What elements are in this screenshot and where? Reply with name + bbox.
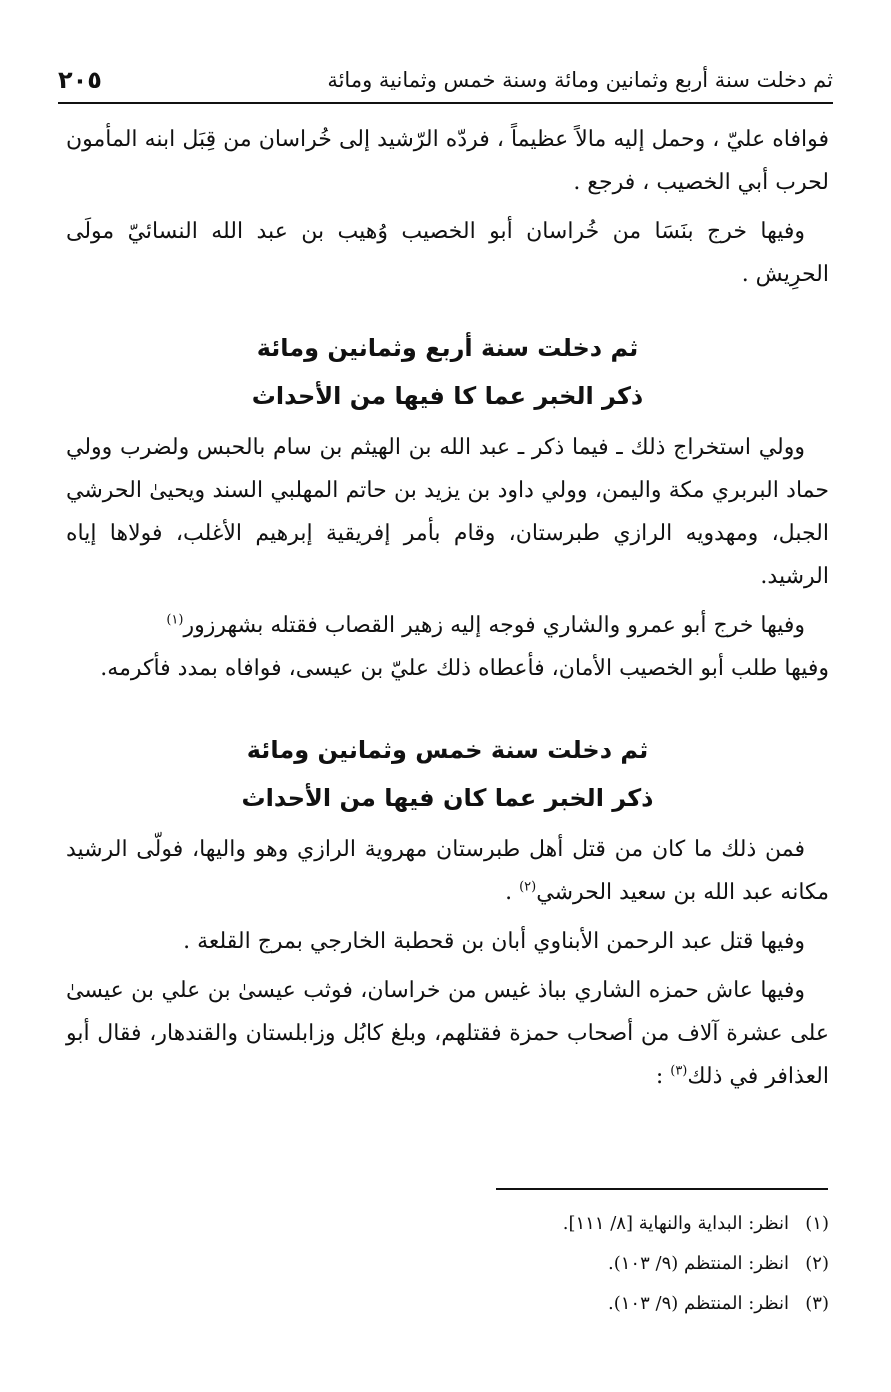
paragraph: فوافاه عليّ ، وحمل إليه مالاً عظيماً ، فردّه الرّشيد إلى خُراسان من قِبَل ابنه المأمون لحرب أبي الخصيب ، فرجع . <box>66 127 829 195</box>
section-title: ثم دخلت سنة أربع وثمانين ومائة <box>256 334 639 362</box>
paragraph <box>66 828 829 914</box>
section-heading-185 <box>66 726 829 822</box>
footnote-ref: (٣) <box>670 1063 688 1079</box>
page-number: ٢٠٥ <box>58 66 102 94</box>
paragraph: وفيها خرج بنَسَا من خُراسان أبو الخصيب وُهيب بن عبد الله النسائيّ مولَى الحرِيش . <box>66 219 829 287</box>
footnote-ref: (٢) <box>519 879 537 895</box>
paragraph: وفيها قتل عبد الرحمن الأبناوي أبان بن قحطبة الخارجي بمرج القلعة . <box>183 929 805 954</box>
main-text <box>66 118 829 1098</box>
footnote-ref: (١) <box>166 612 184 628</box>
running-title: ثم دخلت سنة أربع وثمانين ومائة وسنة خمس وثمانية ومائة <box>327 68 833 92</box>
paragraph-end: : <box>655 1064 671 1089</box>
footnote-text: انظر: البداية والنهاية [٨/ ١١١]. <box>562 1213 789 1234</box>
footnote <box>409 1284 829 1324</box>
paragraph: وفيها طلب أبو الخصيب الأمان، فأعطاه ذلك عليّ بن عيسى، فوافاه بمدد فأكرمه. <box>100 656 829 681</box>
paragraph <box>66 969 829 1098</box>
running-header <box>58 62 833 98</box>
section-heading-184 <box>66 324 829 420</box>
footnotes <box>409 1204 829 1324</box>
paragraph <box>66 604 829 647</box>
footnote-mark: (٣) <box>805 1293 829 1314</box>
paragraph: وولي استخراج ذلك ـ فيما ذكر ـ عبد الله بن الهيثم بن سام بالحبس ولضرب وولي حماد البربري مكة واليمن، وولي داود بن يزيد بن حاتم المهلبي السند ويحيىٰ الحرشي الجبل، ومهدويه الرازي طبرستان، وقام بأمر إفريقية إبرهيم الأغلب، فولاها إياه الرشيد. <box>66 435 829 589</box>
paragraph-end: . <box>505 880 520 905</box>
footnote <box>409 1204 829 1244</box>
footnote-mark: (١) <box>805 1213 829 1234</box>
header-rule <box>58 102 833 104</box>
footnote <box>409 1244 829 1284</box>
footnote-text: انظر: المنتظم (٩/ ١٠٣). <box>608 1253 789 1274</box>
section-title: ثم دخلت سنة خمس وثمانين ومائة <box>246 736 649 764</box>
paragraph-text: فمن ذلك ما كان من قتل أهل طبرستان مهروية الرازي وهو واليها، فولّى الرشيد مكانه عبد الله بن سعيد الحرشي <box>66 837 829 905</box>
section-subtitle: ذكر الخبر عما كان فيها من الأحداث <box>241 784 654 812</box>
footnote-mark: (٢) <box>805 1253 829 1274</box>
footnote-rule <box>496 1188 828 1190</box>
footnote-text: انظر: المنتظم (٩/ ١٠٣). <box>608 1293 789 1314</box>
paragraph-text: وفيها خرج أبو عمرو والشاري فوجه إليه زهير القصاب فقتله بشهرزور <box>183 613 805 638</box>
paragraph-text: وفيها عاش حمزه الشاري بباذ غيس من خراسان، فوثب عيسىٰ بن علي بن عيسىٰ على عشرة آلاف من أصحاب حمزة فقتلهم، وبلغ كابُل وزابلستان والقندهار، فقال أبو العذافر في ذلك <box>66 978 829 1089</box>
section-subtitle: ذكر الخبر عما كا فيها من الأحداث <box>251 382 644 410</box>
